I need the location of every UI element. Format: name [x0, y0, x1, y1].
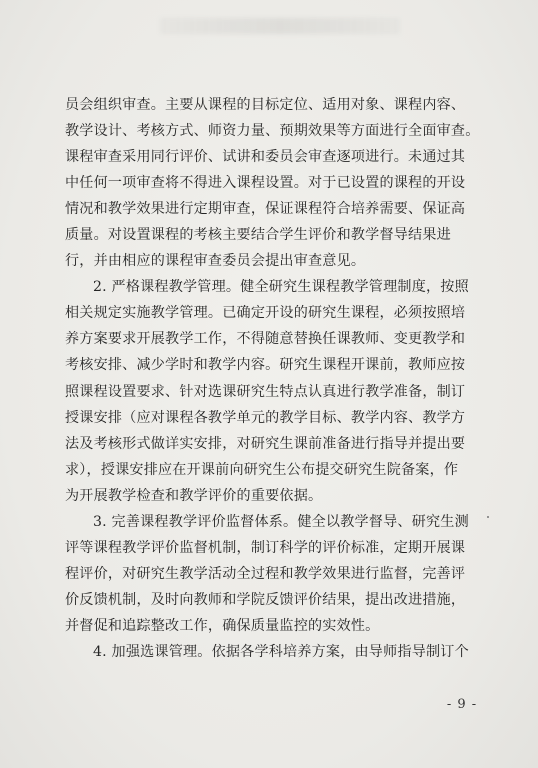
text-line: 照课程设置要求、针对选课研究生特点认真进行教学准备，制订 [65, 383, 466, 400]
text-line: 课程审查采用同行评价、试讲和委员会审查逐项进行。未通过其 [65, 149, 466, 166]
text-line: 教学设计、考核方式、师资力量、预期效果等方面进行全面审查。 [65, 123, 480, 140]
text-line: 员会组织审查。主要从课程的目标定位、适用对象、课程内容、 [65, 97, 466, 113]
text-line: 为开展教学检查和教学评价的重要依据。 [65, 487, 323, 504]
text-line: 并督促和追踪整改工作，确保质量监控的实效性。 [65, 617, 380, 634]
text-line: 中任何一项审查将不得进入课程设置。对于已设置的课程的开设 [65, 175, 466, 192]
text-line: 法及考核形式做详实安排，对研究生课前准备进行指导并提出要 [65, 435, 466, 452]
text-line: 程评价，对研究生教学活动全过程和教学效果进行监督，完善评 [65, 565, 466, 582]
text-line: 质量。对设置课程的考核主要结合学生评价和教学督导结果进 [65, 227, 451, 244]
page-number: - 9 - [446, 697, 478, 712]
text-line: 情况和教学效果进行定期审查，保证课程符合培养需要、保证高 [65, 201, 466, 218]
body-text [65, 92, 491, 665]
section-heading-line: 3. 完善课程教学评价监督体系。健全以教学督导、研究生测 [93, 513, 469, 530]
text-line: 行，并由相应的课程审查委员会提出审查意见。 [65, 253, 366, 270]
text-line: 养方案要求开展教学工作，不得随意替换任课教师、变更教学和 [65, 331, 466, 348]
scan-speck [487, 516, 489, 518]
section-heading-line: 2. 严格课程教学管理。健全研究生课程教学管理制度，按照 [93, 279, 469, 296]
text-line: 价反馈机制，及时向教师和学院反馈评价结果，提出改进措施， [65, 591, 466, 608]
text-line: 相关规定实施教学管理。已确定开设的研究生课程，必须按照培 [65, 305, 466, 322]
text-line: 授课安排（应对课程各教学单元的教学目标、教学内容、教学方 [65, 409, 466, 426]
text-line: 考核安排、减少学时和教学内容。研究生课程开课前，教师应按 [65, 357, 466, 374]
bleed-through-header [160, 18, 400, 34]
text-line: 评等课程教学评价监督机制，制订科学的评价标准，定期开展课 [65, 539, 466, 556]
section-heading-line: 4. 加强选课管理。依据各学科培养方案，由导师指导制订个 [93, 643, 469, 660]
text-line: 求），授课安排应在开课前向研究生公布提交研究生院备案，作 [65, 461, 459, 478]
